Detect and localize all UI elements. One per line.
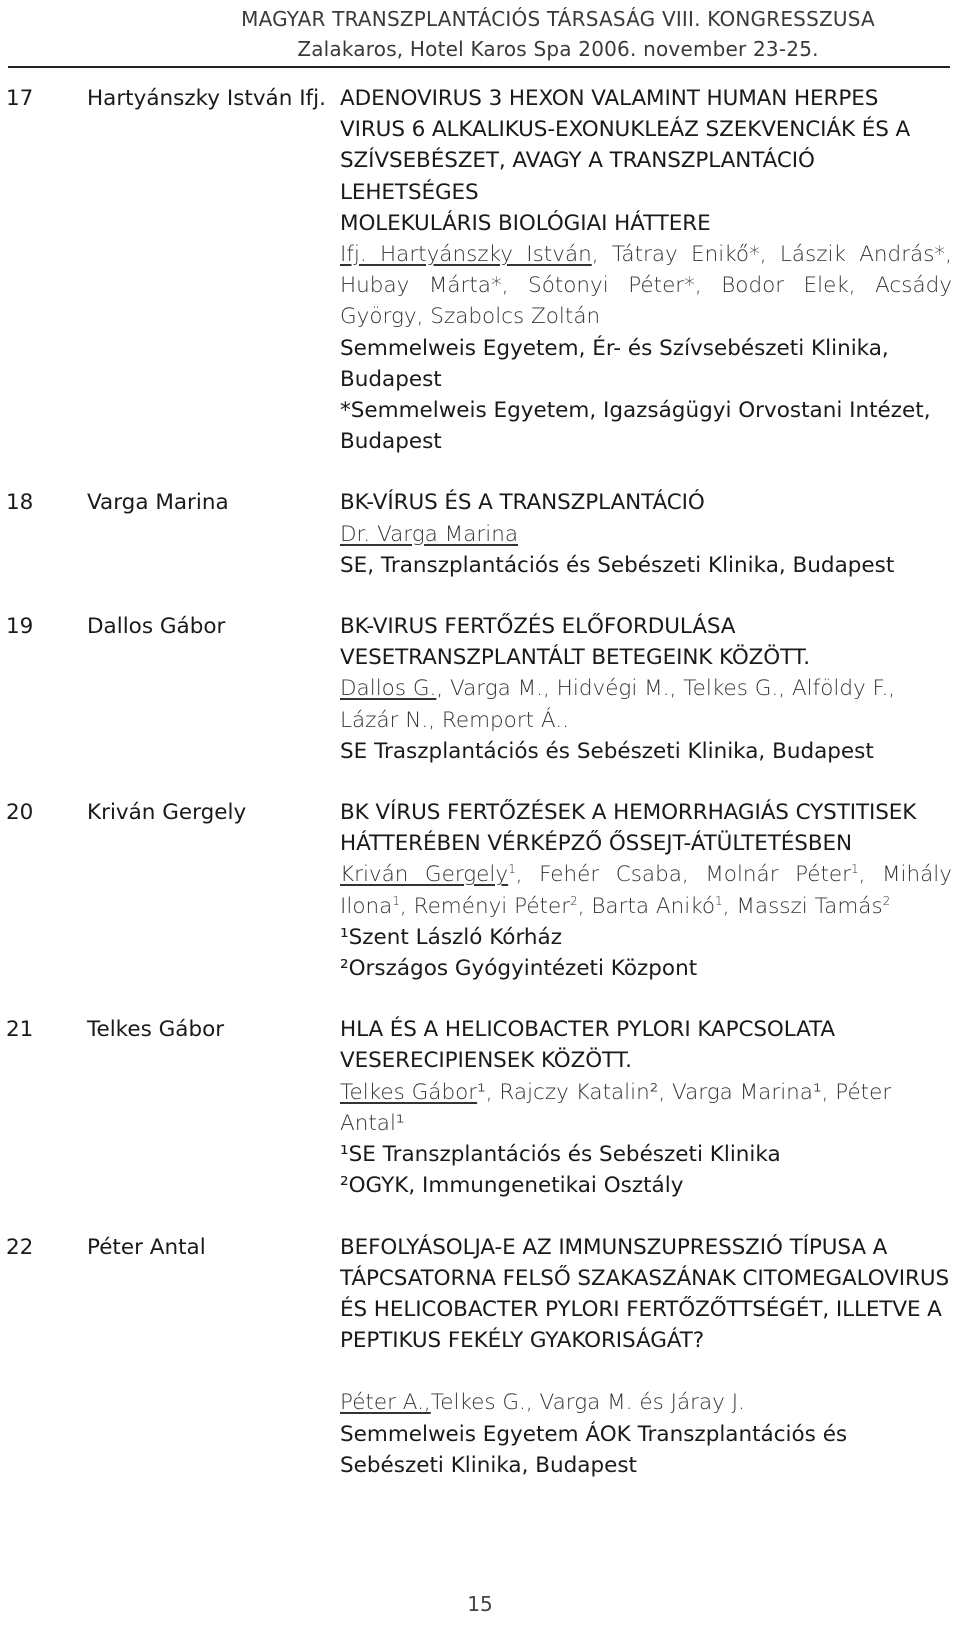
abstract-entry-20 — [0, 797, 960, 984]
presenting-author: Dallos G. — [340, 676, 437, 702]
abstract-entry-19 — [0, 611, 960, 767]
entry-presenter: Telkes Gábor — [87, 1017, 225, 1043]
entry-number: 20 — [6, 800, 34, 826]
entry-affiliation: ¹SE Transzplantációs és Sebészeti Klinika — [340, 1142, 781, 1168]
entry-presenter: Péter Antal — [87, 1234, 206, 1260]
co-authors: , Mihály Ilona — [340, 862, 952, 919]
affiliation-mark: 1 — [508, 862, 516, 877]
co-authors: , Varga M., Hidvégi M., Telkes G., Alföldy F., Lázár N., Remport Á.. — [340, 676, 896, 733]
entry-authors — [340, 1077, 952, 1139]
affiliation-mark: 2 — [882, 893, 891, 908]
co-authors: , Fehér Csaba, Molnár Péter — [515, 862, 851, 888]
entry-authors — [340, 859, 952, 921]
entry-title-line: ADENOVIRUS 3 HEXON VALAMINT HUMAN HERPES — [340, 86, 879, 111]
entry-affiliation: Semmelweis Egyetem ÁOK Transzplantációs és — [340, 1421, 848, 1447]
entry-title-line: TÁPCSATORNA FELSŐ SZAKASZÁNAK CITOMEGALOVIRUS — [340, 1265, 950, 1291]
presenting-author: Péter A., — [340, 1390, 431, 1416]
entry-title-line: BEFOLYÁSOLJA-E AZ IMMUNSZUPRESSZIÓ TÍPUSA A — [340, 1234, 888, 1260]
entry-authors — [340, 673, 952, 735]
entry-authors — [340, 519, 952, 550]
entry-presenter: Kriván Gergely — [87, 800, 247, 826]
entry-title-line: MOLEKULÁRIS BIOLÓGIAI HÁTTERE — [340, 210, 711, 236]
affiliation-mark: 2 — [570, 893, 578, 908]
abstract-entry-21 — [0, 1014, 960, 1201]
spacer — [340, 1356, 952, 1387]
presenting-author: Telkes Gábor — [340, 1079, 478, 1105]
entry-number: 22 — [6, 1234, 34, 1260]
co-authors: Telkes G., Varga M. és Járay J. — [430, 1390, 745, 1416]
entry-affiliation: Sebészeti Klinika, Budapest — [340, 1452, 637, 1478]
entry-presenter: Dallos Gábor — [87, 614, 226, 640]
entry-title-line: ÉS HELICOBACTER PYLORI FERTŐZŐTTSÉGÉT, ILLETVE A — [340, 1296, 942, 1322]
entry-number: 18 — [6, 490, 34, 516]
entry-affiliation: *Semmelweis Egyetem, Igazságügyi Orvostani Intézet, Budapest — [340, 398, 931, 455]
entry-title-line: BK-VIRUS FERTŐZÉS ELŐFORDULÁSA — [340, 614, 736, 640]
affiliation-mark: 1 — [715, 893, 723, 908]
entry-presenter: Varga Marina — [87, 490, 229, 516]
entry-title-line: PEPTIKUS FEKÉLY GYAKORISÁGÁT? — [340, 1328, 705, 1354]
entry-presenter: Hartyánszky István Ifj. — [87, 86, 326, 111]
co-authors: , Masszi Tamás — [722, 893, 883, 919]
header-venue-date: Zalakaros, Hotel Karos Spa 2006. november 23-25. — [297, 37, 819, 61]
page-number: 15 — [467, 1592, 493, 1616]
abstract-entry-18 — [0, 487, 960, 581]
entry-number: 19 — [6, 614, 34, 640]
abstract-list — [0, 83, 960, 1511]
entry-authors — [340, 239, 952, 333]
abstract-entry-22 — [0, 1232, 960, 1481]
entry-title-line: VESETRANSZPLANTÁLT BETEGEINK KÖZÖTT. — [340, 645, 810, 671]
entry-affiliation: SE Traszplantációs és Sebészeti Klinika, Budapest — [340, 738, 874, 764]
entry-authors — [340, 1387, 952, 1418]
co-authors: ¹, Rajczy Katalin², Varga Marina¹, Péter Antal¹ — [340, 1079, 892, 1136]
entry-title-line: BK VÍRUS FERTŐZÉSEK A HEMORRHAGIÁS CYSTITISEK — [340, 800, 917, 826]
presenting-author: Dr. Varga Marina — [340, 521, 519, 547]
header-divider — [8, 66, 950, 68]
co-authors: , Reményi Péter — [399, 893, 571, 919]
abstract-entry-17 — [0, 83, 960, 457]
entry-title-line: VESERECIPIENSEK KÖZÖTT. — [340, 1048, 632, 1074]
page-header — [188, 4, 928, 64]
presenting-author: Kriván Gergely — [340, 862, 509, 888]
affiliation-mark: 1 — [392, 893, 400, 908]
affiliation-mark: 1 — [851, 862, 859, 877]
entry-affiliation: Semmelweis Egyetem, Ér- és Szívsebészeti Klinika, Budapest — [340, 335, 889, 392]
entry-title-line: HLA ÉS A HELICOBACTER PYLORI KAPCSOLATA — [340, 1017, 836, 1043]
entry-number: 21 — [6, 1017, 34, 1043]
entry-affiliation: ²Országos Gyógyintézeti Központ — [340, 956, 698, 982]
co-authors: , Tátray Enikő*, Lászik András*, Hubay Márta*, Sótonyi Péter*, Bodor Elek, Acsády György, Szabolcs Zoltán — [340, 242, 952, 330]
entry-title-line: HÁTTERÉBEN VÉRKÉPZŐ ŐSSEJT-ÁTÜLTETÉSBEN — [340, 831, 852, 857]
entry-title-line: VIRUS 6 ALKALIKUS-EXONUKLEÁZ SZEKVENCIÁK ÉS A — [340, 117, 911, 143]
header-congress-title: MAGYAR TRANSZPLANTÁCIÓS TÁRSASÁG VIII. KONGRESSZUSA — [241, 7, 875, 31]
presenting-author: Ifj. Hartyánszky István — [340, 242, 592, 268]
entry-affiliation: SE, Transzplantációs és Sebészeti Klinika, Budapest — [340, 552, 895, 578]
entry-number: 17 — [6, 86, 34, 111]
entry-title-line: SZÍVSEBÉSZET, AVAGY A TRANSZPLANTÁCIÓ LEHETSÉGES — [340, 148, 815, 205]
co-authors: , Barta Anikó — [577, 893, 716, 919]
entry-affiliation: ²OGYK, Immungenetikai Osztály — [340, 1173, 684, 1199]
entry-title-line: BK-VÍRUS ÉS A TRANSZPLANTÁCIÓ — [340, 490, 705, 516]
entry-affiliation: ¹Szent László Kórház — [340, 924, 563, 950]
